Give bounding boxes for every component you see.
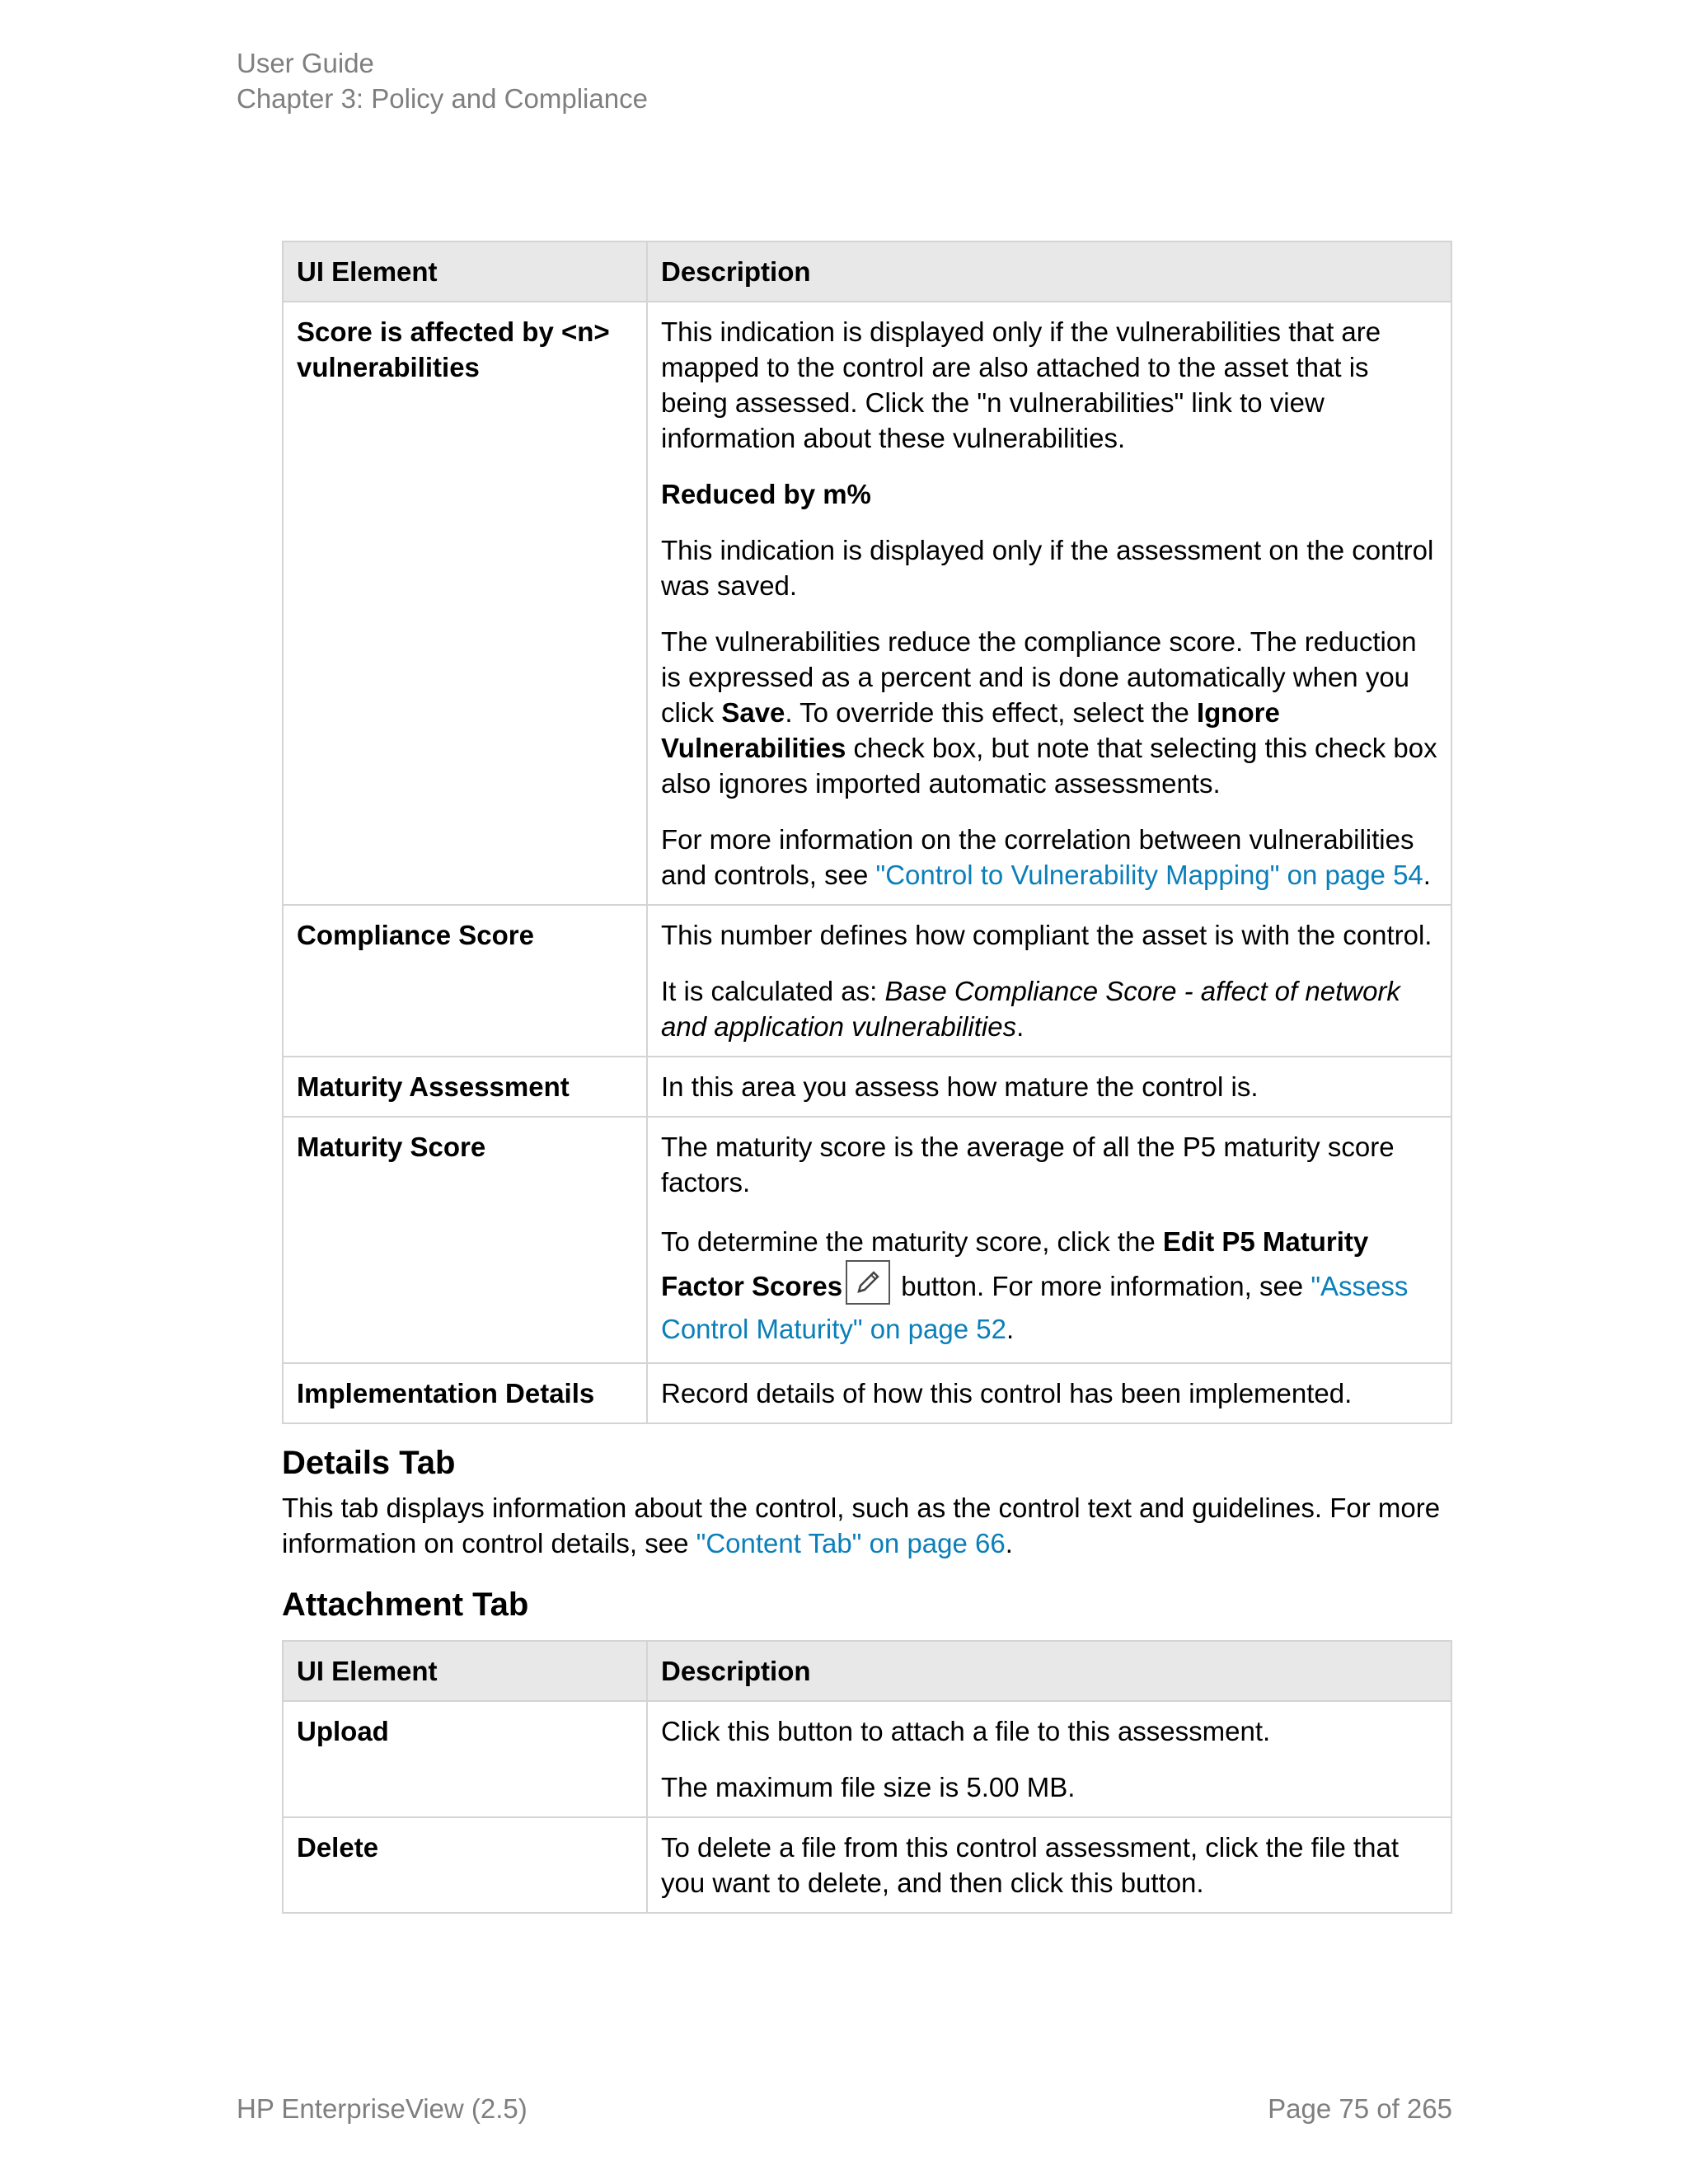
- running-footer: [237, 2093, 1452, 2125]
- paragraph: This number defines how compliant the asset is with the control.: [661, 920, 1432, 950]
- column-header-description: Description: [647, 1641, 1451, 1701]
- paragraph: To delete a file from this control assessment, click the file that you want to delete, and then click this button.: [661, 1832, 1400, 1898]
- reduced-by-label: Reduced by m%: [661, 479, 871, 509]
- row-element-upload: Upload: [283, 1701, 647, 1817]
- paragraph-bold: [661, 476, 1437, 512]
- footer-page-number: Page 75 of 265: [1268, 2093, 1452, 2124]
- row-description: [647, 905, 1451, 1057]
- table-row: [283, 302, 1451, 905]
- column-header-ui-element: UI Element: [283, 241, 647, 302]
- text-run: .: [1016, 1011, 1025, 1042]
- details-tab-heading: Details Tab: [282, 1445, 456, 1481]
- row-element-compliance-score: Compliance Score: [283, 905, 647, 1057]
- text-run: .: [1006, 1314, 1015, 1344]
- text-run: The vulnerabilities reduce the compliance score. The reduction is expressed as a percent and is done automatically when you click: [661, 626, 1417, 728]
- row-description: [647, 1817, 1451, 1913]
- row-element-implementation-details: Implementation Details: [283, 1363, 647, 1423]
- row-description: [647, 1363, 1451, 1423]
- edit-pencil-icon: [846, 1260, 890, 1305]
- row-description: [647, 1701, 1451, 1817]
- row-element-score-affected: Score is affected by <n> vulnerabilities: [283, 302, 647, 905]
- column-header-ui-element: UI Element: [283, 1641, 647, 1701]
- table-row: [283, 1057, 1451, 1117]
- text-run: .: [1005, 1528, 1013, 1558]
- paragraph: Record details of how this control has been implemented.: [661, 1378, 1353, 1408]
- paragraph: [661, 1221, 1437, 1351]
- header-doc-title: User Guide: [237, 48, 374, 78]
- text-run: This tab displays information about the control, such as the control text and guidelines. For more information on control details, see: [282, 1493, 1441, 1558]
- table-row: [283, 1817, 1451, 1913]
- link-content-tab[interactable]: "Content Tab" on page 66: [696, 1528, 1006, 1558]
- table-row: [283, 905, 1451, 1057]
- text-run: It is calculated as:: [661, 976, 885, 1006]
- row-description: [647, 302, 1451, 905]
- table-row: [283, 1363, 1451, 1423]
- link-assess-control-maturity[interactable]: "Assess Control Maturity" on page 52: [661, 1271, 1409, 1344]
- link-control-to-vulnerability-mapping[interactable]: "Control to Vulnerability Mapping" on page 54: [875, 860, 1423, 890]
- row-element-maturity-assessment: Maturity Assessment: [283, 1057, 647, 1117]
- row-element-delete: Delete: [283, 1817, 647, 1913]
- column-header-description: Description: [647, 241, 1451, 302]
- attachment-tab-heading: Attachment Tab: [282, 1586, 529, 1623]
- row-element-maturity-score: Maturity Score: [283, 1117, 647, 1363]
- text-run: . To override this effect, select the: [785, 697, 1197, 728]
- text-run: For more information on the correlation between vulnerabilities and controls, see: [661, 824, 1414, 890]
- paragraph: Click this button to attach a file to this assessment.: [661, 1716, 1271, 1746]
- paragraph: This indication is displayed only if the assessment on the control was saved.: [661, 535, 1434, 601]
- paragraph: [661, 822, 1437, 893]
- paragraph: [661, 973, 1437, 1044]
- footer-product: HP EnterpriseView (2.5): [237, 2093, 528, 2124]
- running-header: [237, 45, 648, 116]
- text-run: check box, but note that selecting this check box also ignores imported automatic assessments.: [661, 733, 1437, 799]
- edit-p5-button-name: Edit P5 Maturity Factor Scores: [661, 1226, 1369, 1301]
- main-content: [282, 241, 1451, 1914]
- text-run: button. For more information, see: [893, 1271, 1311, 1301]
- row-description: [647, 1057, 1451, 1117]
- header-chapter: Chapter 3: Policy and Compliance: [237, 83, 648, 114]
- details-tab-paragraph: [282, 1490, 1451, 1561]
- paragraph: [661, 624, 1437, 801]
- paragraph: This indication is displayed only if the vulnerabilities that are mapped to the control are also attached to the asset that is being assessed. Click the "n vulnerabilities" link to view information about these vulnerabilities.: [661, 316, 1381, 453]
- text-run: .: [1423, 860, 1431, 890]
- attachment-table: [282, 1640, 1452, 1914]
- row-description: [647, 1117, 1451, 1363]
- table-header-row: [283, 1641, 1451, 1701]
- ignore-vulnerabilities-term: Ignore Vulnerabilities: [661, 697, 1280, 763]
- table-header-row: [283, 241, 1451, 302]
- paragraph: The maturity score is the average of all the P5 maturity score factors.: [661, 1132, 1395, 1197]
- paragraph: The maximum file size is 5.00 MB.: [661, 1772, 1076, 1802]
- paragraph: In this area you assess how mature the control is.: [661, 1071, 1259, 1102]
- save-term: Save: [721, 697, 785, 728]
- table-row: [283, 1701, 1451, 1817]
- formula-text: Base Compliance Score - affect of network and application vulnerabilities: [661, 976, 1400, 1042]
- text-run: To determine the maturity score, click the: [661, 1226, 1163, 1257]
- table-row: [283, 1117, 1451, 1363]
- ui-elements-table: [282, 241, 1452, 1424]
